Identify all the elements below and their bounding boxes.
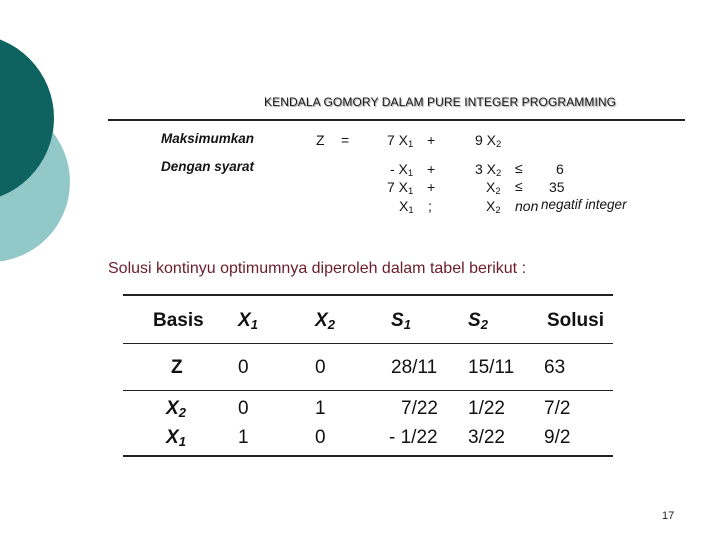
row-x1-s2: 3/22 [468,427,505,448]
header-x1: $X_1$ [238,310,258,332]
constraint-1-operator: ≤ [515,160,523,176]
header-s2: $S_2$ [468,310,488,332]
constraint-1-left: - $X_1$ [390,161,414,179]
page-title: KENDALA GOMORY DALAM PURE INTEGER PROGRAMMING [264,95,617,109]
table-rule-header [123,343,613,344]
constraint-2-right: $X_2$ [486,179,501,197]
constraint-2-rhs: 35 [549,179,565,195]
decorative-circles [0,0,110,300]
row-z-basis: Z [171,357,183,378]
header-basis: Basis [153,310,204,331]
objective-label: Maksimumkan [161,131,255,146]
constraint-2-left: 7 $X_1$ [387,179,414,197]
constraint-3-non: non [515,198,539,214]
header-x2: $X_2$ [315,310,335,332]
row-z-x2: 0 [315,357,326,378]
intro-sentence: Solusi kontinyu optimumnya diperoleh dalam tabel berikut : [108,260,527,277]
row-z-s2: 15/11 [468,357,515,378]
row-z-x1: 0 [238,357,249,378]
row-x1-x1: 1 [238,427,249,448]
header-solusi: Solusi [547,310,605,331]
constraint-2-plus: + [427,179,436,195]
row-x2-x2: 1 [315,398,326,419]
constraint-label: Dengan syarat [161,159,255,174]
constraint-3-right: $X_2$ [486,198,501,216]
constraint-1-plus: + [427,161,436,177]
constraint-1-rhs: 6 [556,161,564,177]
objective-term-2: 9 $X_2$ [475,132,502,150]
page-number: 17 [662,510,675,522]
constraint-3-left: $X_1$ [399,198,414,216]
objective-term-1: 7 $X_1$ [387,132,414,150]
objective-equals: = [341,132,350,148]
row-x2-solusi: 7/2 [544,398,571,419]
row-x1-x2: 0 [315,427,326,448]
row-x2-basis: $X_2$ [166,398,186,420]
row-x1-solusi: 9/2 [544,427,571,448]
objective-variable: Z [316,132,325,148]
row-x1-basis: $X_1$ [166,427,186,449]
header-s1: $S_1$ [391,310,411,332]
constraint-3-separator: ; [428,198,432,214]
constraint-3-tail: negatif integer [541,197,627,212]
row-x2-s1: 7/22 [401,398,438,419]
objective-plus: + [427,132,436,148]
row-x2-s2: 1/22 [468,398,505,419]
constraint-2-operator: ≤ [515,178,523,194]
row-x2-x1: 0 [238,398,249,419]
row-z-solusi: 63 [544,357,566,378]
table-rule-objective [123,390,613,391]
constraint-1-right: 3 $X_2$ [475,161,502,179]
title-underline [108,119,685,121]
row-z-s1: 28/11 [391,357,438,378]
table-rule-bottom [123,455,613,457]
row-x1-s1: - 1/22 [389,427,438,448]
table-rule-top [123,294,613,296]
